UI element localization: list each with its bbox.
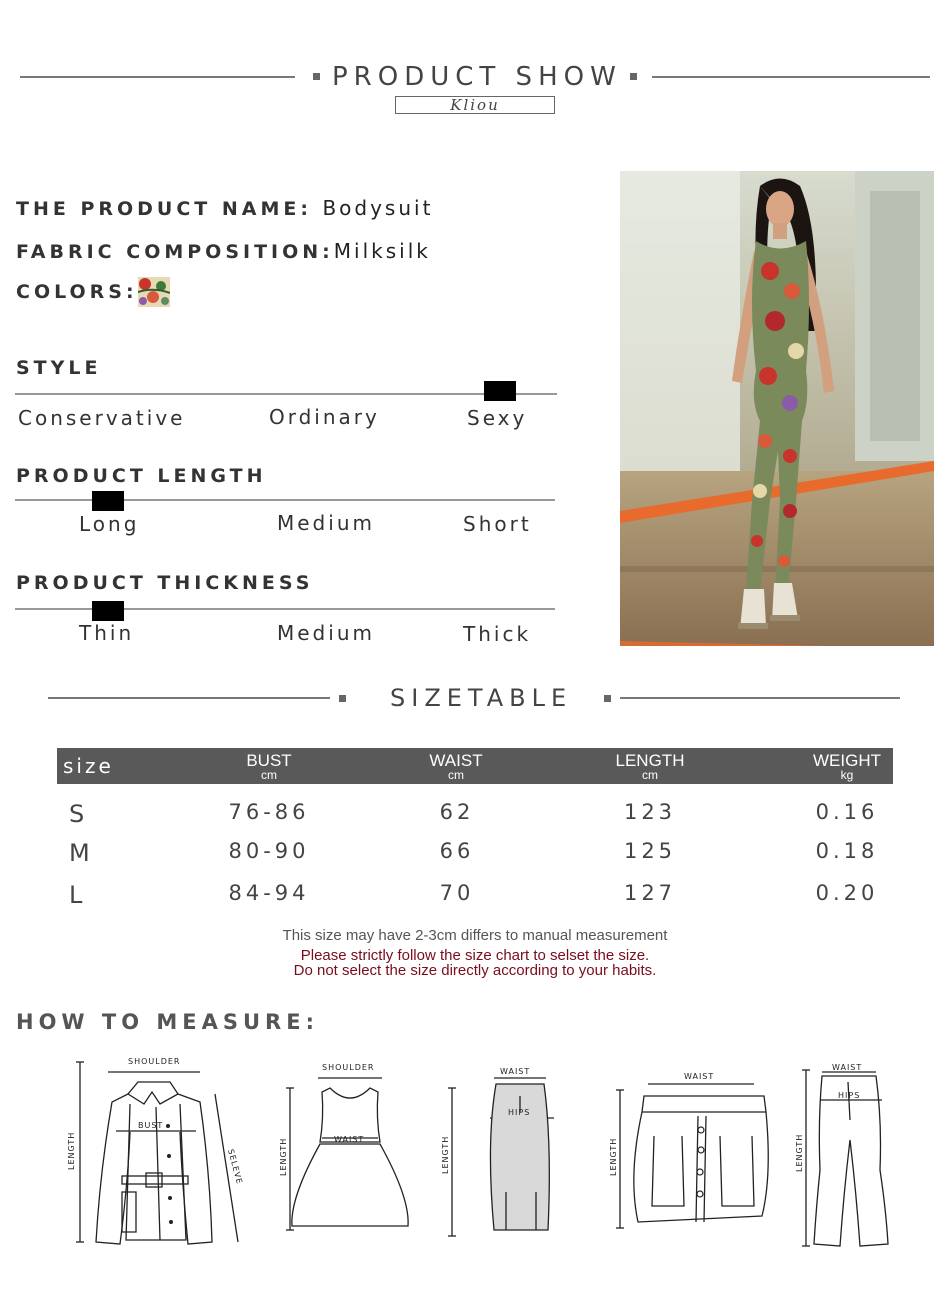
skirt-hips-label: HIPS (508, 1108, 531, 1117)
length-option-long: Long (79, 512, 140, 536)
product-photo (620, 171, 934, 646)
shorts-sketch (604, 1066, 774, 1236)
thickness-option-thin: Thin (79, 621, 135, 645)
style-option-sexy: Sexy (467, 406, 528, 430)
header-weight (802, 752, 892, 781)
product-name-value: Bodysuit (322, 196, 434, 220)
header-length-label: LENGTH (615, 751, 685, 770)
header-length-unit: cm (642, 768, 658, 782)
jacket-shoulder-label: SHOULDER (128, 1057, 181, 1066)
header-weight-label: WEIGHT (813, 751, 881, 770)
pants-length-label: LENGTH (795, 1133, 804, 1172)
product-name-label: THE PRODUCT NAME: (16, 198, 312, 220)
note-habits: Do not select the size directly according to your habits. (293, 962, 657, 979)
header-waist-label: WAIST (429, 751, 483, 770)
header-bullet-left (313, 73, 320, 80)
style-title: STYLE (16, 357, 102, 379)
header-size (63, 756, 114, 776)
cell-length-s: 123 (623, 800, 677, 824)
skirt-sketch (436, 1062, 566, 1242)
fabric-label: FABRIC COMPOSITION: (16, 241, 334, 263)
cell-size-m: M (69, 839, 94, 867)
cell-weight-l: 0.20 (815, 881, 879, 905)
length-option-medium: Medium (277, 511, 375, 535)
skirt-length-label: LENGTH (441, 1135, 450, 1174)
thickness-option-medium: Medium (277, 621, 375, 645)
header-waist-unit: cm (448, 768, 464, 782)
cell-waist-l: 70 (439, 881, 475, 905)
dress-shoulder-label: SHOULDER (322, 1063, 375, 1072)
jacket-sleeve-label: SELEVE (226, 1148, 245, 1186)
header-bullet-right (630, 73, 637, 80)
dress-sketch (270, 1058, 420, 1238)
length-marker (92, 491, 124, 511)
jacket-sketch (60, 1052, 250, 1252)
header-weight-unit: kg (840, 768, 854, 782)
cell-bust-l: 84-94 (228, 881, 310, 905)
product-name-row (16, 196, 433, 220)
cell-bust-m: 80-90 (228, 839, 310, 863)
header-bust-label: BUST (246, 751, 292, 770)
shorts-length-label: LENGTH (609, 1137, 618, 1176)
colors-row (16, 281, 138, 303)
color-swatch[interactable] (138, 277, 170, 307)
cell-size-l: L (69, 881, 87, 909)
size-table (57, 748, 893, 908)
cell-size-s: S (69, 800, 89, 828)
cell-waist-s: 62 (439, 800, 475, 824)
cell-length-l: 127 (623, 881, 677, 905)
measure-title: HOW TO MEASURE: (16, 1010, 319, 1034)
cell-length-m: 125 (623, 839, 677, 863)
sizetable-rule-right (620, 697, 900, 699)
header-waist (416, 752, 496, 781)
pants-hips-label: HIPS (838, 1091, 861, 1100)
style-option-conservative: Conservative (18, 406, 186, 430)
shorts-waist-label: WAIST (684, 1072, 715, 1081)
header-length (605, 752, 695, 781)
thickness-marker (92, 601, 124, 621)
header-rule-left (20, 76, 295, 78)
pants-sketch (790, 1060, 900, 1250)
length-title: PRODUCT LENGTH (16, 465, 267, 487)
fabric-value: Milksilk (333, 239, 431, 263)
style-scale-line (15, 393, 557, 395)
fabric-row (16, 239, 431, 263)
header-bust (229, 752, 309, 781)
sizetable-rule-left (48, 697, 330, 699)
style-option-ordinary: Ordinary (269, 405, 380, 429)
skirt-waist-label: WAIST (500, 1067, 531, 1076)
dress-waist-label: WAIST (334, 1135, 365, 1144)
cell-waist-m: 66 (439, 839, 475, 863)
jacket-bust-label: BUST (138, 1121, 164, 1130)
header-size-label: size (63, 754, 114, 778)
dress-length-label: LENGTH (279, 1137, 288, 1176)
sizetable-bullet-right (604, 695, 611, 702)
brand-name: Kliou (450, 96, 500, 114)
jacket-length-label: LENGTH (67, 1131, 76, 1170)
style-marker (484, 381, 516, 401)
cell-weight-s: 0.16 (815, 800, 879, 824)
sizetable-title: SIZETABLE (390, 684, 573, 712)
thickness-option-thick: Thick (463, 622, 532, 646)
page-title: PRODUCT SHOW (332, 62, 622, 92)
thickness-title: PRODUCT THICKNESS (16, 572, 314, 594)
pants-waist-label: WAIST (832, 1063, 863, 1072)
note-follow-chart: Please strictly follow the size chart to selset the size. (300, 947, 650, 964)
cell-weight-m: 0.18 (815, 839, 879, 863)
colors-label: COLORS: (16, 281, 138, 303)
cell-bust-s: 76-86 (228, 800, 310, 824)
header-bust-unit: cm (261, 768, 277, 782)
sizetable-bullet-left (339, 695, 346, 702)
brand-box (395, 96, 555, 114)
header-rule-right (652, 76, 930, 78)
note-measurement: This size may have 2-3cm differs to manual measurement (282, 927, 668, 944)
length-option-short: Short (463, 512, 532, 536)
